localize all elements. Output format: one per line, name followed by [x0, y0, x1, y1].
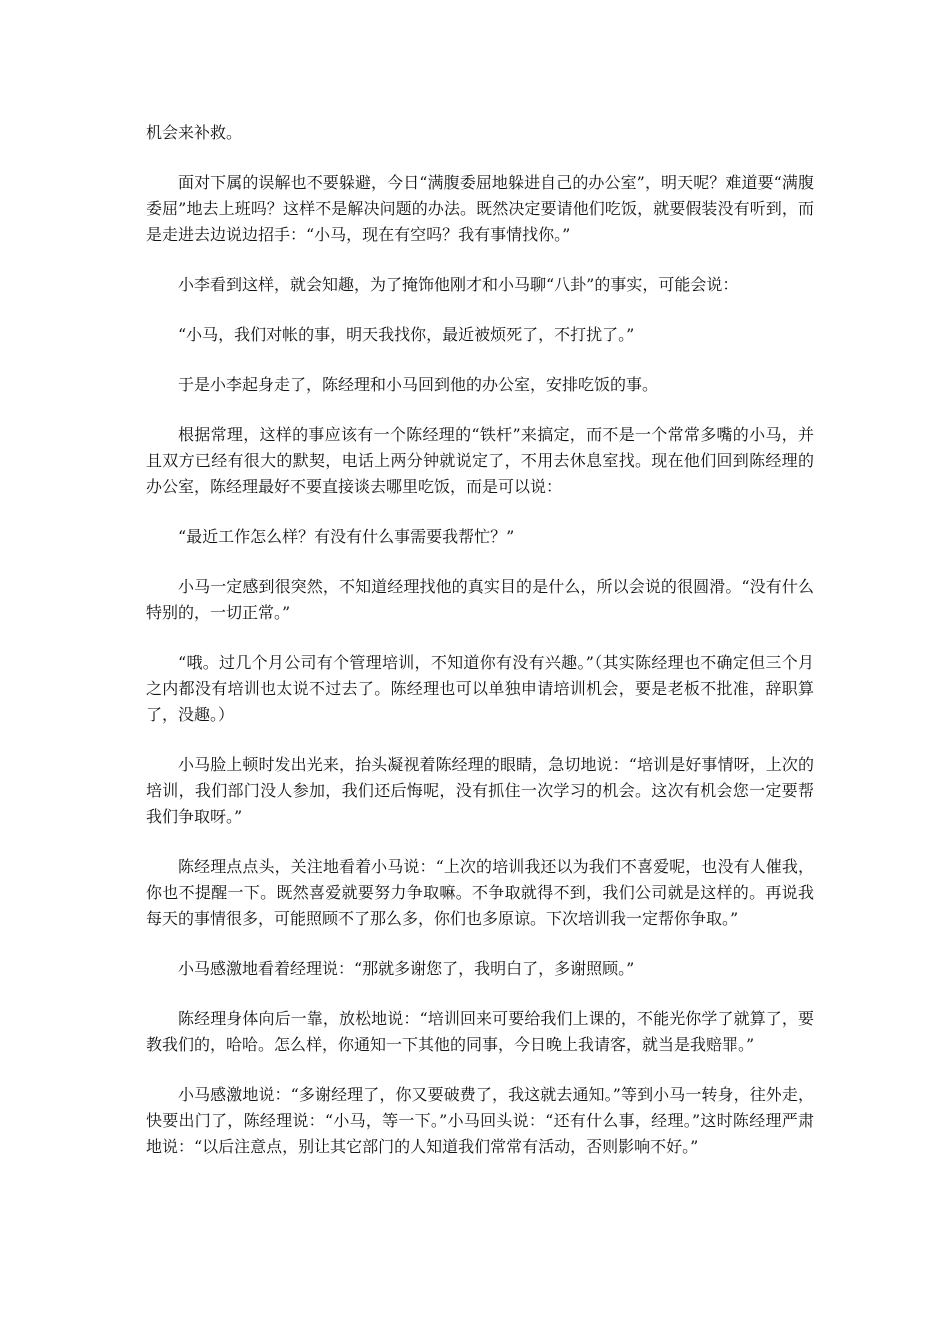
- paragraph: “小马，我们对帐的事，明天我找你，最近被烦死了，不打扰了。”: [178, 325, 635, 344]
- paragraph: 机会来补救。: [146, 123, 243, 142]
- paragraph: 小马感激地看着经理说：“那就多谢您了，我明白了，多谢照顾。”: [178, 959, 635, 978]
- paragraph: 面对下属的误解也不要躲避，今日“满腹委屈地躲进自己的办公室”，明天呢？难道要“满腹委屈”地去上班吗？这样不是解决问题的办法。既然决定要请他们吃饭，就要假装没有听到，而是走进去边说边招手：“小马，现在有空吗？我有事情找你。”: [146, 173, 814, 244]
- paragraph: 小李看到这样，就会知趣，为了掩饰他刚才和小马聊“八卦”的事实，可能会说：: [178, 275, 739, 294]
- document-body: [146, 120, 814, 1184]
- paragraph: “最近工作怎么样？有没有什么事需要我帮忙？”: [178, 527, 515, 546]
- paragraph: 小马感激地说：“多谢经理了，你又要破费了，我这就去通知。”等到小马一转身，往外走，快要出门了，陈经理说：“小马，等一下。”小马回头说：“还有什么事，经理。”这时陈经理严肃地说：“以后注意点，别让其它部门的人知道我们常常有活动，否则影响不好。”: [146, 1085, 814, 1156]
- paragraph: 于是小李起身走了，陈经理和小马回到他的办公室，安排吃饭的事。: [178, 375, 659, 394]
- paragraph: 小马脸上顿时发出光来，抬头凝视着陈经理的眼睛，急切地说：“培训是好事情呀，上次的培训，我们部门没人参加，我们还后悔呢，没有抓住一次学习的机会。这次有机会您一定要帮我们争取呀。”: [146, 755, 814, 826]
- paragraph: 小马一定感到很突然，不知道经理找他的真实目的是什么，所以会说的很圆滑。“没有什么特别的，一切正常。”: [146, 577, 814, 622]
- paragraph: 陈经理身体向后一靠，放松地说：“培训回来可要给我们上课的，不能光你学了就算了，要教我们的，哈哈。怎么样，你通知一下其他的同事，今日晚上我请客，就当是我赔罪。”: [146, 1009, 814, 1054]
- paragraph: 根据常理，这样的事应该有一个陈经理的“铁杆”来搞定，而不是一个常常多嘴的小马，并且双方已经有很大的默契，电话上两分钟就说定了，不用去休息室找。现在他们回到陈经理的办公室，陈经理最好不要直接谈去哪里吃饭，而是可以说：: [146, 425, 814, 496]
- paragraph: “哦。过几个月公司有个管理培训，不知道你有没有兴趣。”（其实陈经理也不确定但三个月之内都没有培训也太说不过去了。陈经理也可以单独申请培训机会，要是老板不批准，辞职算了，没趣。）: [146, 653, 814, 724]
- paragraph: 陈经理点点头，关注地看着小马说：“上次的培训我还以为我们不喜爱呢，也没有人催我，你也不提醒一下。既然喜爱就要努力争取嘛。不争取就得不到，我们公司就是这样的。再说我每天的事情很多，可能照顾不了那么多，你们也多原谅。下次培训我一定帮你争取。”: [146, 857, 814, 928]
